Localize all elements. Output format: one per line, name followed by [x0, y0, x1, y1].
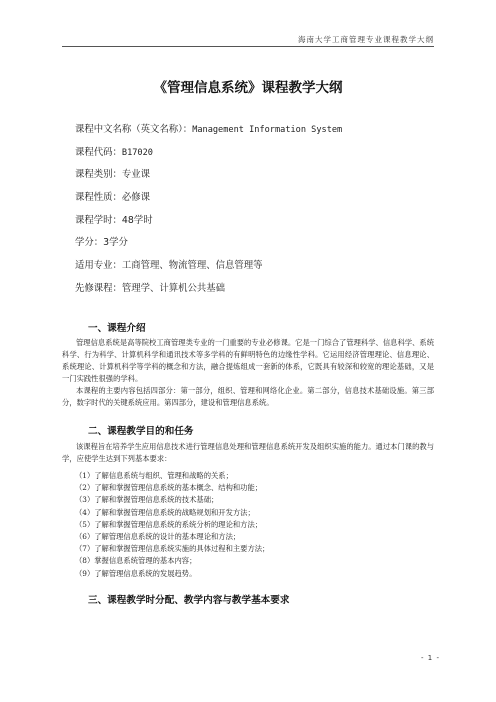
majors-row	[75, 260, 435, 283]
course-hours-label: 课程学时：	[75, 214, 122, 226]
objectives-intro-paragraph: 该课程旨在培养学生应用信息技术进行管理信息处理和管理信息系统开发及组织实施的能力。通过本门课的教与学，应使学生达到下列基本要求：	[62, 442, 434, 463]
running-header: 海南大学工商管理专业课程教学大纲	[298, 35, 434, 44]
section-heading-objectives: 二、课程教学目的和任务	[88, 426, 194, 437]
prerequisites-value: 管理学、计算机公共基础	[121, 282, 226, 294]
list-item: （7）了解和掌握管理信息系统实施的具体过程和主要方法；	[75, 544, 270, 554]
intro-paragraph: 管理信息系统是高等院校工商管理类专业的一门重要的专业必修课。它是一门综合了管理科学、信息科学、系统科学、行为科学、计算机科学和通讯技术等多学科的有鲜明特色的边缘性学科。它运用经济管理理论、信息理论、系统理论、计算机科学等学科的概念和方法，融合提炼组成一套新的体系，它既具有较深和较宽的理论基础，又是一门实践性很强的学科。	[62, 338, 434, 383]
intro-paragraph: 本课程的主要内容包括四部分：第一部分，组织、管理和网络化企业。第二部分，信息技术基础设施。第三部分，数字时代的关键系统应用。第四部分，建设和管理信息系统。	[62, 386, 434, 407]
course-category-row	[75, 169, 435, 192]
majors-value: 工商管理、物流管理、信息管理等	[121, 260, 263, 272]
course-name-value: Management Information System	[192, 125, 343, 135]
section-heading-hours: 三、课程教学时分配、教学内容与教学基本要求	[88, 595, 290, 606]
course-code-value: B17020	[121, 147, 153, 158]
prerequisites-row	[75, 283, 435, 306]
list-item: （1）了解信息系统与组织、管理和战略的关系；	[75, 471, 233, 480]
credits-row	[75, 237, 435, 260]
course-category-value: 专业课	[121, 169, 151, 181]
list-item: （4）了解和掌握管理信息系统的战略规划和开发方法；	[75, 507, 255, 517]
list-item: （3）了解和掌握管理信息系统的技术基础；	[75, 495, 219, 505]
list-item: （5）了解和掌握管理信息系统的系统分析的理论和方法；	[75, 519, 263, 529]
list-item: （9）了解管理信息系统的发展趋势。	[75, 568, 197, 578]
prerequisites-label: 先修课程：	[75, 282, 122, 294]
section-heading-intro: 一、课程介绍	[88, 323, 146, 334]
course-nature-label: 课程性质：	[75, 192, 122, 204]
course-name-row	[75, 124, 435, 147]
page-number: - 1 -	[421, 654, 440, 662]
course-nature-row	[75, 192, 435, 215]
course-hours-value: 48学时	[121, 214, 153, 226]
list-item: （2）了解和掌握管理信息系统的基本概念、结构和功能；	[75, 483, 263, 493]
credits-value: 3学分	[103, 237, 128, 249]
majors-label: 适用专业：	[75, 260, 122, 272]
course-nature-value: 必修课	[121, 192, 151, 204]
objectives-intro	[62, 441, 434, 465]
course-hours-row	[75, 215, 435, 238]
objectives-list	[75, 470, 435, 580]
list-item: （6）了解管理信息系统的设计的基本理论和方法；	[75, 531, 241, 541]
course-code-label: 课程代码：	[75, 146, 122, 158]
course-info	[75, 124, 435, 306]
course-code-row	[75, 147, 435, 170]
credits-label: 学分：	[75, 237, 104, 249]
course-category-label: 课程类别：	[75, 169, 122, 181]
intro-text	[62, 337, 434, 409]
document-title: 《管理信息系统》课程教学大纲	[153, 80, 343, 96]
list-item: （8）掌握信息系统管理的基本内容；	[75, 556, 197, 566]
course-name-label: 课程中文名称（英文名称）：	[75, 124, 193, 135]
header-rule	[62, 46, 434, 47]
